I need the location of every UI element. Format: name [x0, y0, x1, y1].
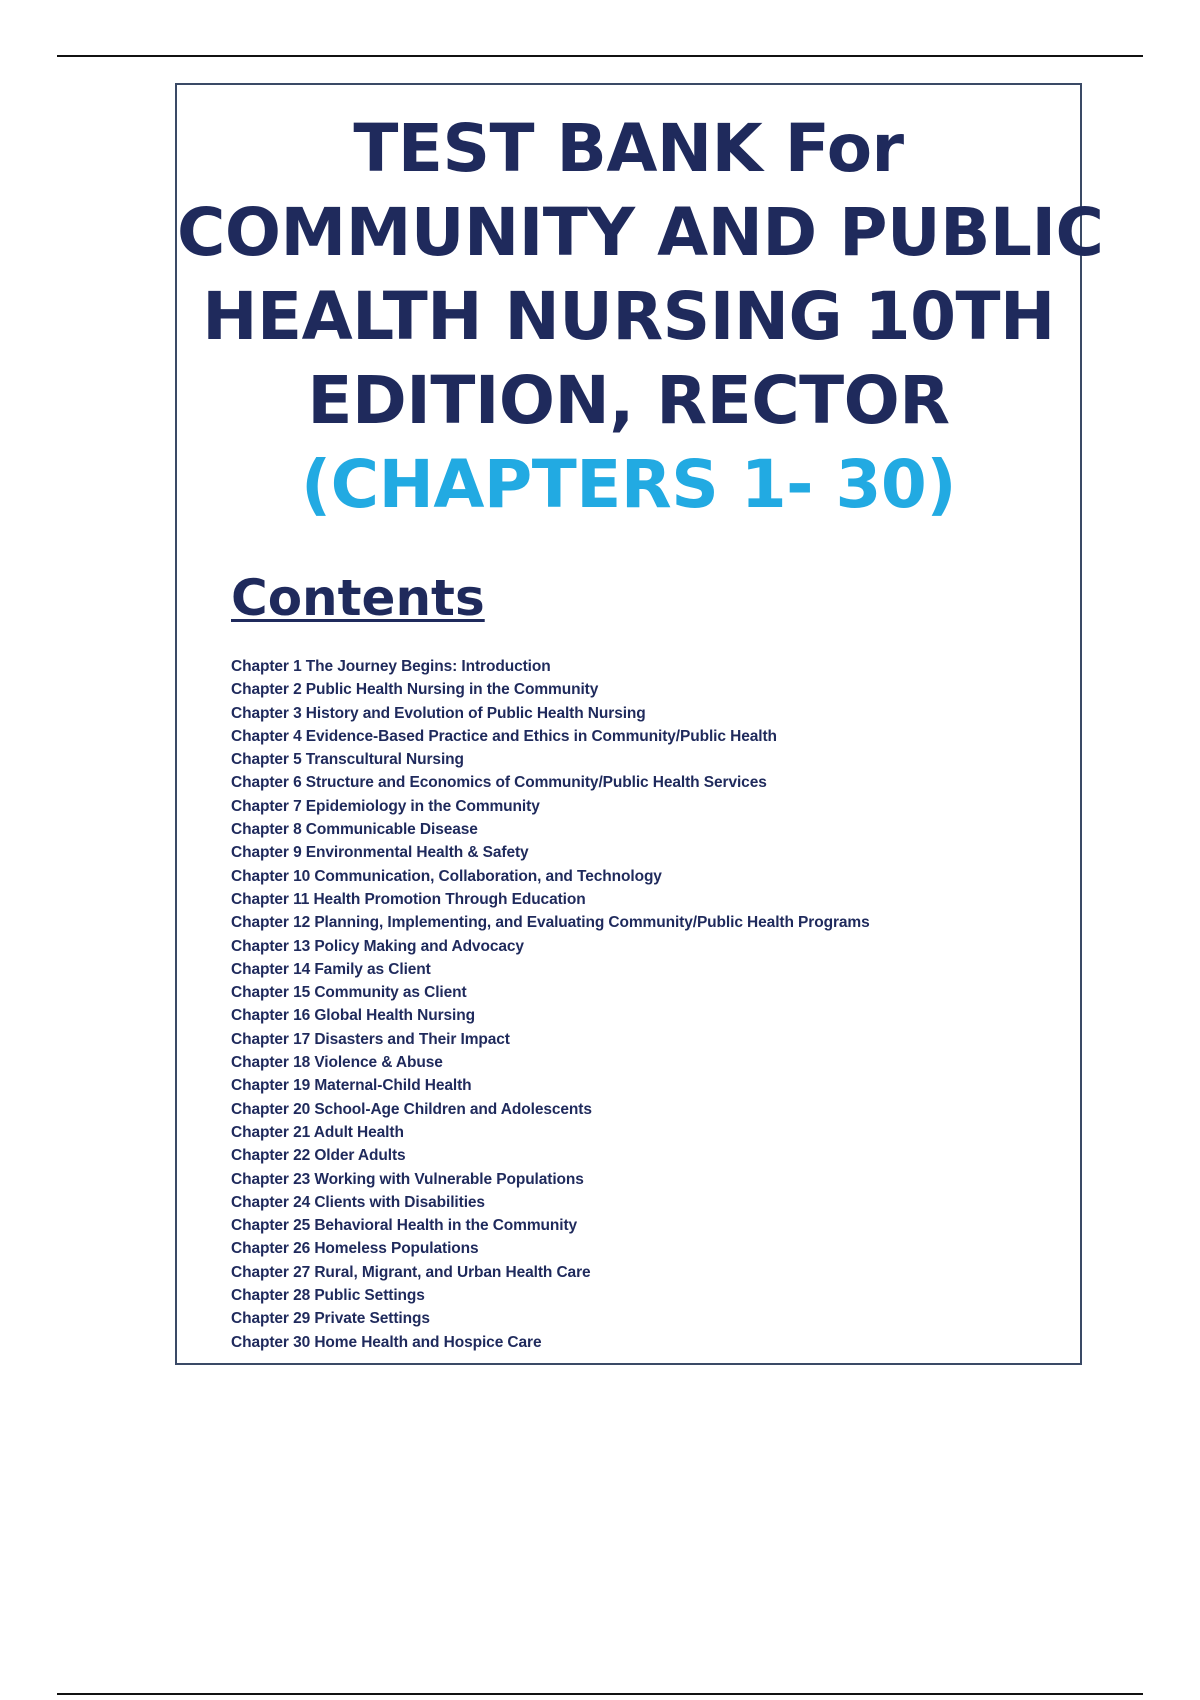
toc-entry: Chapter 7 Epidemiology in the Community: [231, 797, 540, 815]
contents-heading: Contents: [231, 569, 485, 627]
toc-entry: Chapter 5 Transcultural Nursing: [231, 751, 464, 769]
toc-entry: Chapter 27 Rural, Migrant, and Urban Health Care: [231, 1263, 591, 1281]
toc-entry: Chapter 23 Working with Vulnerable Populations: [231, 1170, 584, 1188]
toc-entry: Chapter 30 Home Health and Hospice Care: [231, 1333, 542, 1351]
toc-entry: Chapter 25 Behavioral Health in the Community: [231, 1217, 578, 1235]
toc-entry: Chapter 12 Planning, Implementing, and Evaluating Community/Public Health Programs: [231, 914, 870, 932]
bottom-rule: [57, 1693, 1143, 1695]
toc-entry: Chapter 19 Maternal-Child Health: [231, 1077, 472, 1095]
toc-entry: Chapter 28 Public Settings: [231, 1287, 425, 1305]
toc-entry: Chapter 8 Communicable Disease: [231, 821, 478, 839]
toc-entry: Chapter 26 Homeless Populations: [231, 1240, 479, 1258]
toc-entry: Chapter 11 Health Promotion Through Education: [231, 890, 586, 908]
top-rule: [57, 55, 1143, 57]
toc-entry: Chapter 15 Community as Client: [231, 984, 467, 1002]
toc-entry: Chapter 29 Private Settings: [231, 1310, 430, 1328]
toc-entry: Chapter 9 Environmental Health & Safety: [231, 844, 529, 862]
toc-entry: Chapter 17 Disasters and Their Impact: [231, 1030, 510, 1048]
toc-entry: Chapter 13 Policy Making and Advocacy: [231, 937, 524, 955]
toc-entry: Chapter 16 Global Health Nursing: [231, 1007, 475, 1025]
title-line-4: EDITION, RECTOR: [307, 362, 950, 439]
toc-entry: Chapter 2 Public Health Nursing in the Community: [231, 681, 599, 699]
toc-entry: Chapter 20 School-Age Children and Adolescents: [231, 1100, 592, 1118]
toc-entry: Chapter 4 Evidence-Based Practice and Ethics in Community/Public Health: [231, 727, 777, 745]
cover-page: [175, 83, 1104, 1365]
title-line-1: TEST BANK For: [353, 110, 904, 187]
chapters-range-subtitle: (CHAPTERS 1- 30): [300, 446, 957, 523]
toc-entry: Chapter 14 Family as Client: [231, 960, 431, 978]
toc-entry: Chapter 1 The Journey Begins: Introduction: [231, 658, 551, 675]
table-of-contents: [231, 655, 870, 1354]
toc-entry: Chapter 21 Adult Health: [231, 1123, 404, 1141]
toc-entry: Chapter 24 Clients with Disabilities: [231, 1193, 485, 1211]
title-line-3: HEALTH NURSING 10TH: [202, 278, 1055, 355]
title-line-2: COMMUNITY AND PUBLIC: [177, 194, 1104, 271]
toc-entry: Chapter 22 Older Adults: [231, 1147, 406, 1165]
title-block: [177, 107, 1104, 527]
toc-entry: Chapter 10 Communication, Collaboration, and Technology: [231, 867, 662, 885]
toc-entry: Chapter 18 Violence & Abuse: [231, 1054, 443, 1072]
toc-entry: Chapter 6 Structure and Economics of Community/Public Health Services: [231, 774, 767, 792]
toc-entry: Chapter 3 History and Evolution of Public Health Nursing: [231, 704, 646, 722]
